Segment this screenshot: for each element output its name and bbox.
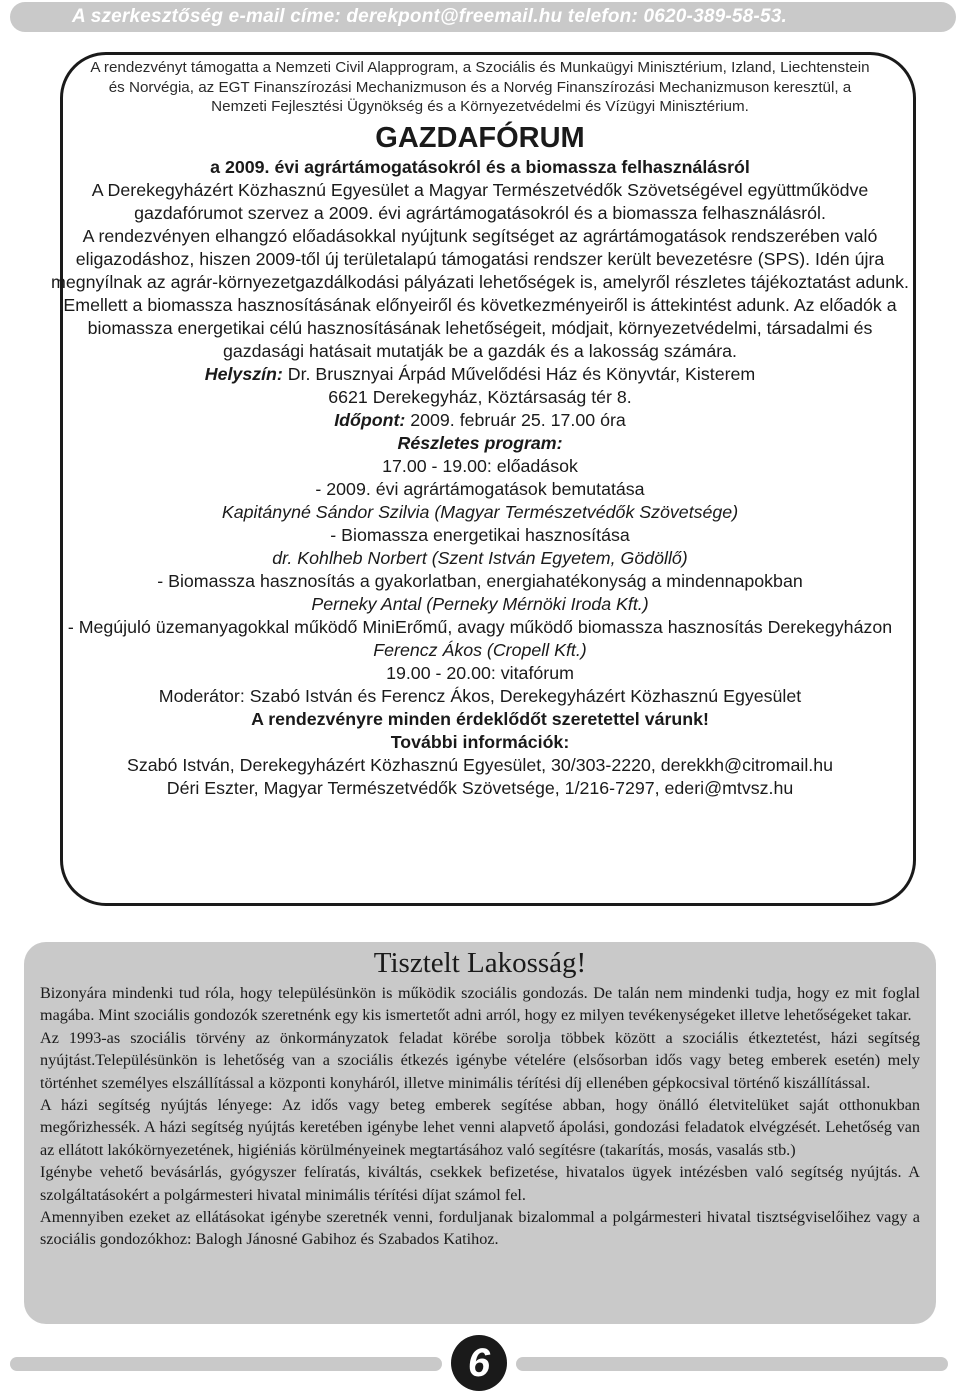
lakossag-paragraph: Igénybe vehető bevásárlás, gyógyszer felíratás, kiváltás, csekkek befizetése, hivatalos ügyek intézésben való segítség nyújtás. A szolgáltatásokért a polgármesteri hivatal minimális térítési díjat számol fel. [40, 1163, 920, 1204]
lakossag-paragraph: Amennyiben ezeket az ellátásokat igénybe szeretnék venni, forduljanak bizalommal a polgármesteri hivatal tisztségviselőihez vagy a szociális gondozókhoz: Balogh Jánosné Gabihoz és Szabados Katihoz. [40, 1208, 920, 1249]
header-contact-text: A szerkesztőség e-mail címe: derekpont@freemail.hu telefon: 0620-389-58-53. [72, 6, 787, 27]
program-item: - Biomassza energetikai hasznosítása [330, 524, 630, 545]
program-list [50, 455, 910, 708]
time-value: 2009. február 25. 17.00 óra [405, 409, 626, 430]
time-line [50, 409, 910, 432]
program-speaker: Ferencz Ákos (Cropell Kft.) [373, 639, 587, 660]
time-label: Időpont: [334, 409, 406, 430]
invite-line: A rendezvényre minden érdeklődőt szeretettel várunk! [251, 708, 709, 729]
program-speaker: Perneky Antal (Perneky Mérnöki Iroda Kft.) [311, 593, 649, 614]
program-item: - Megújuló üzemanyagokkal működő MiniErőmű, avagy működő biomassza hasznosítás Derekegyházon [67, 616, 893, 637]
contact-list [50, 754, 910, 800]
location-label: Helyszín: [204, 363, 283, 384]
program-item: - Biomassza hasznosítás a gyakorlatban, energiahatékonyság a mindennapokban [157, 570, 803, 591]
address-line: 6621 Derekegyház, Köztársaság tér 8. [328, 386, 632, 407]
event-subtitle: a 2009. évi agrártámogatásokról és a biomassza felhasználásról [210, 156, 750, 177]
program-item: 17.00 - 19.00: előadások [382, 455, 578, 476]
footer-bar-left [10, 1357, 442, 1371]
program-label: Részletes program: [397, 432, 563, 453]
lakossag-title: Tisztelt Lakosság! [373, 947, 587, 979]
event-title: GAZDAFÓRUM [375, 121, 585, 154]
announcement [50, 58, 910, 800]
lakossag-section [40, 944, 920, 1251]
location-line [50, 363, 910, 386]
location-value: Dr. Brusznyai Árpád Művelődési Ház és Könyvtár, Kisterem [282, 363, 756, 384]
footer-bar-right [516, 1357, 948, 1371]
lakossag-paragraph: Az 1993-as szociális törvény az önkormányzatok feladat körébe sorolja többek között a szociális étkeztetést, házi segítség nyújtást.Településünkön is lehetőség van a szociális étkezés igénybe vételére (elsősorban idős vagy beteg emberek esetén) mely történhet személyes elszállítással a központi konyháról, illetve minimális térítési díj ellenében gépkocsival történő kiszállítással. [40, 1028, 920, 1092]
sponsor-intro: A rendezvényt támogatta a Nemzeti Civil Alapprogram, a Szociális és Munkaügyi Minisztérium, Izland, Liechtenstein és Norvégia, az EGT Finanszírozási Mechanizmuson és a Norvég Finanszírozási Mechanizmuson keresztül, a Nemzeti Fejlesztési Ügynökség és a Környezetvédelmi és Vízügyi Minisztérium. [90, 59, 870, 115]
event-paragraph-2: A rendezvényen elhangzó előadásokkal nyújtunk segítséget az agrártámogatások rendszerében való eligazodáshoz, hiszen 2009-től új területalapú támogatási rendszer került bevezetésre (SPS). Idén újra megnyílnak az agrár-környezetgazdálkodási pályázati lehetőségek is, amelyről részletes tájékoztatást adunk. [51, 225, 909, 292]
lakossag-body [40, 982, 920, 1251]
program-item: 19.00 - 20.00: vitafórum [386, 662, 574, 683]
contact-line: Déri Eszter, Magyar Természetvédők Szövetsége, 1/216-7297, ederi@mtvsz.hu [166, 777, 794, 798]
contact-line: Szabó István, Derekegyházért Közhasznú Egyesület, 30/303-2220, derekkh@citromail.hu [127, 754, 833, 775]
program-item: Moderátor: Szabó István és Ferencz Ákos, Derekegyházért Közhasznú Egyesület [158, 685, 802, 706]
program-speaker: dr. Kohlheb Norbert (Szent István Egyetem, Gödöllő) [272, 547, 688, 568]
page-number: 6 [451, 1335, 507, 1391]
program-item: - 2009. évi agrártámogatások bemutatása [315, 478, 645, 499]
announcement-body [50, 156, 910, 800]
event-paragraph-1: A Derekegyházért Közhasznú Egyesület a Magyar Természetvédők Szövetségével együttműködve gazdafórumot szervez a 2009. évi agrártámogatásokról és a biomassza felhasználásról. [91, 179, 869, 223]
info-label: További információk: [390, 731, 570, 752]
event-paragraph-3: Emellett a biomassza hasznosításának előnyeiről és következményeiről is áttekintést adunk. Az előadók a biomassza energetikai célú hasznosításának lehetőségeit, módjait, környezetvédelmi, társadalmi és gazdasági hatásait mutatják be a gazdák és a lakosság számára. [63, 294, 897, 361]
lakossag-paragraph: A házi segítség nyújtás lényege: Az idős vagy beteg emberek segítése abban, hogy önálló életvitelüket saját otthonukban megőrizhessék. A házi segítség nyújtás keretében igénybe lehet venni alapvető ápolási, gondozási feladatok elvégzését. Lehetőség van az ellátott lakókörnyezetének, higiéniás körülményeinek megtartásához való segítésre (takarítás, mosás, vasalás stb.) [40, 1096, 920, 1159]
header-bar [10, 2, 956, 32]
program-speaker: Kapitányné Sándor Szilvia (Magyar Természetvédők Szövetsége) [221, 501, 739, 522]
lakossag-paragraph: Bizonyára mindenki tud róla, hogy településünkön is működik szociális gondozás. De talán nem mindenki tudja, hogy ez mit foglal magába. Mint szociális gondozók szeretnénk egy kis ismertetőt adni arról, hogy ez milyen tevékenységeket illetve lehetőségeket takar. [40, 984, 920, 1025]
